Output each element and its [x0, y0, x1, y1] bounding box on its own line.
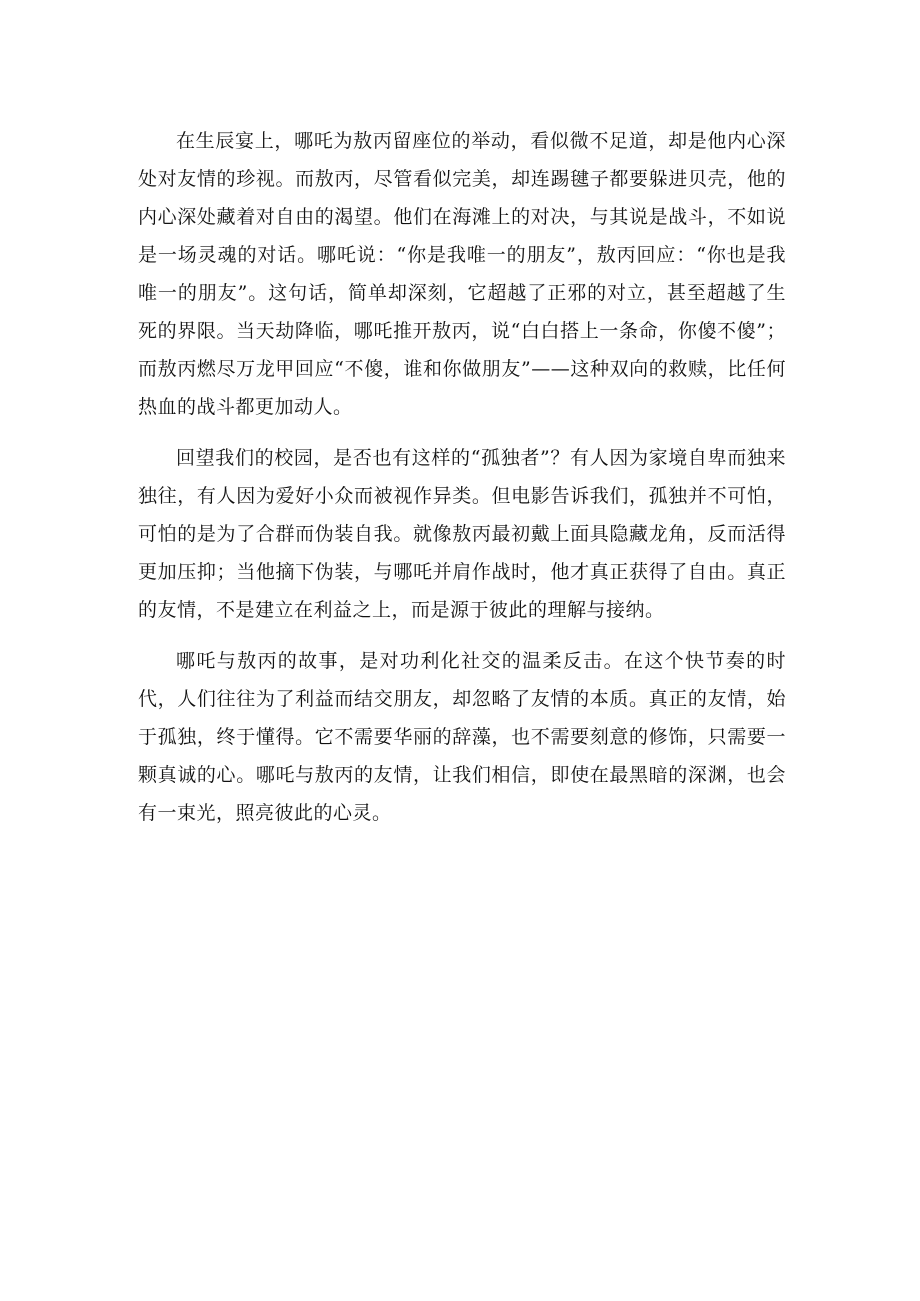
- paragraph-2: 回望我们的校园，是否也有这样的“孤独者”？有人因为家境自卑而独来独往，有人因为爱好小众而被视作异类。但电影告诉我们，孤独并不可怕，可怕的是为了合群而伪装自我。就像敖丙最初戴上面具隐藏龙角，反而活得更加压抑；当他摘下伪装，与哪吒并肩作战时，他才真正获得了自由。真正的友情，不是建立在利益之上，而是源于彼此的理解与接纳。: [138, 447, 786, 621]
- paragraph-1: 在生辰宴上，哪吒为敖丙留座位的举动，看似微不足道，却是他内心深处对友情的珍视。而敖丙，尽管看似完美，却连踢毽子都要躲进贝壳，他的内心深处藏着对自由的渴望。他们在海滩上的对决，与其说是战斗，不如说是一场灵魂的对话。哪吒说：“你是我唯一的朋友”，敖丙回应：“你也是我唯一的朋友”。这句话，简单却深刻，它超越了正邪的对立，甚至超越了生死的界限。当天劫降临，哪吒推开敖丙，说“白白搭上一条命，你傻不傻”；而敖丙燃尽万龙甲回应“不傻，谁和你做朋友”——这种双向的救赎，比任何热血的战斗都更加动人。: [138, 130, 786, 418]
- paragraph-3: 哪吒与敖丙的故事，是对功利化社交的温柔反击。在这个快节奏的时代，人们往往为了利益而结交朋友，却忽略了友情的本质。真正的友情，始于孤独，终于懂得。它不需要华丽的辞藻，也不需要刻意的修饰，只需要一颗真诚的心。哪吒与敖丙的友情，让我们相信，即使在最黑暗的深渊，也会有一束光，照亮彼此的心灵。: [138, 650, 786, 824]
- document-body: [138, 122, 786, 845]
